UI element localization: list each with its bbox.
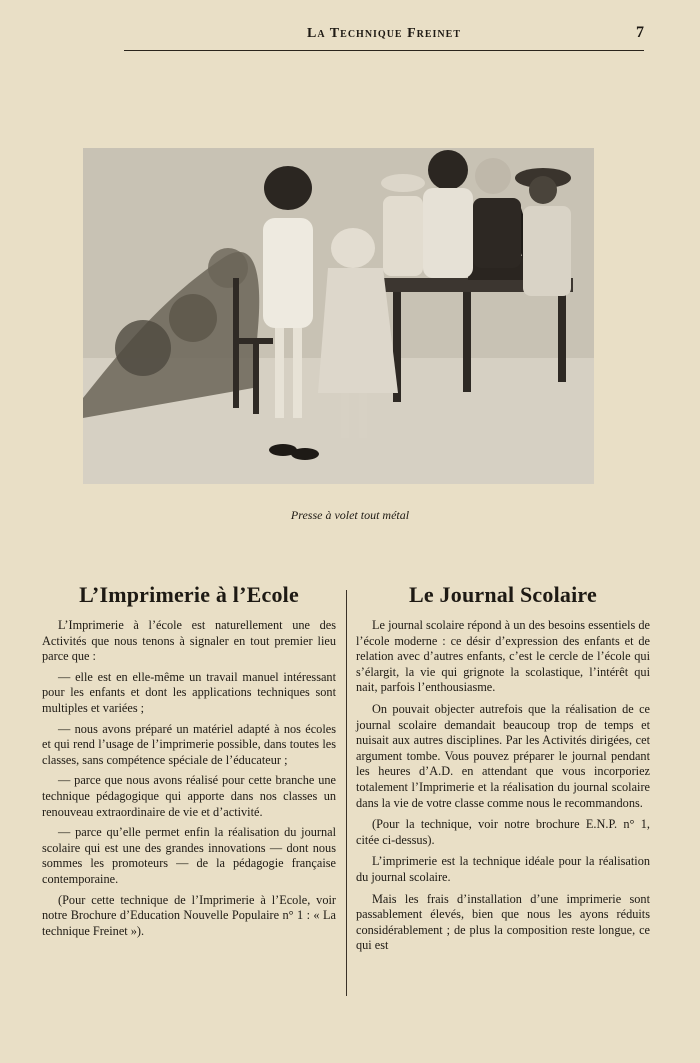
page-number: 7 [636,24,644,41]
paragraph: On pouvait objecter autrefois que la réalisation de ce journal scolaire demandait beaucoup trop de temps et nuisait aux autres disciplines. Par les Activités dirigées, cet argument tombe. Vous pouvez préparer le journal pendant les heures d’A.D. en attendant que vous incorporiez totalement l’Imprimerie et la réalisation du journal scolaire dans la vie de votre classe comme nous le recommandons. [356,701,650,810]
paragraph: Le journal scolaire répond à un des besoins essentiels de l’école moderne : ce désir d’expression des enfants et de relation avec d’autres enfants, c’est le cercle de l’école qui s’élargit, la vie qui grignote la scolastique, l’intérêt qui nait, parfois l’enthousiasme. [356,618,650,695]
paragraph: — parce qu’elle permet enfin la réalisation du journal scolaire qui est une des grandes innovations — dont nous sommes les promoteurs — de la pédagogie française contemporaine. [42,825,336,886]
photo-illustration [83,148,594,484]
article-title: Le Journal Scolaire [409,582,597,607]
figure-caption: Presse à volet tout métal [290,508,410,522]
paragraph: Mais les frais d’installation d’une imprimerie sont passablement élevés, bien que nous les ayons réduits considérablement ; de plus la composition reste longue, ce qui est [356,891,650,953]
paragraph: L’Imprimerie à l’école est naturellement une des Activités que nous tenons à signaler en tout premier lieu parce que : [42,618,336,664]
column-divider [346,590,347,996]
paragraph: L’imprimerie est la technique idéale pour la réalisation du journal scolaire. [356,854,650,884]
article-journal-scolaire [356,582,650,960]
paragraph: — parce que nous avons réalisé pour cette branche une technique pédagogique qui apporte dans nos classes un renouveau extraordinaire de vie et d’activité. [42,773,336,819]
paragraph: — nous avons préparé un matériel adapté à nos écoles et qui rend l’usage de l’imprimerie possible, dans toutes les classes, sans compétence spéciale de l’éducateur ; [42,721,336,767]
article-title: L’Imprimerie à l’Ecole [79,582,299,607]
running-header [124,24,644,51]
paragraph: (Pour la technique, voir notre brochure E.N.P. n° 1, citée ci-dessus). [356,817,650,847]
paragraph: (Pour cette technique de l’Imprimerie à l’Ecole, voir notre Brochure d’Education Nouvelle Populaire n° 1 : « La technique Freinet »). [42,892,336,938]
photograph-children-printing-press [83,148,594,484]
running-title: La Technique Freinet [307,26,461,41]
paragraph: — elle est en elle-même un travail manuel intéressant pour les enfants et dont les applications techniques sont multiples et variées ; [42,669,336,715]
article-imprimerie [42,582,336,944]
